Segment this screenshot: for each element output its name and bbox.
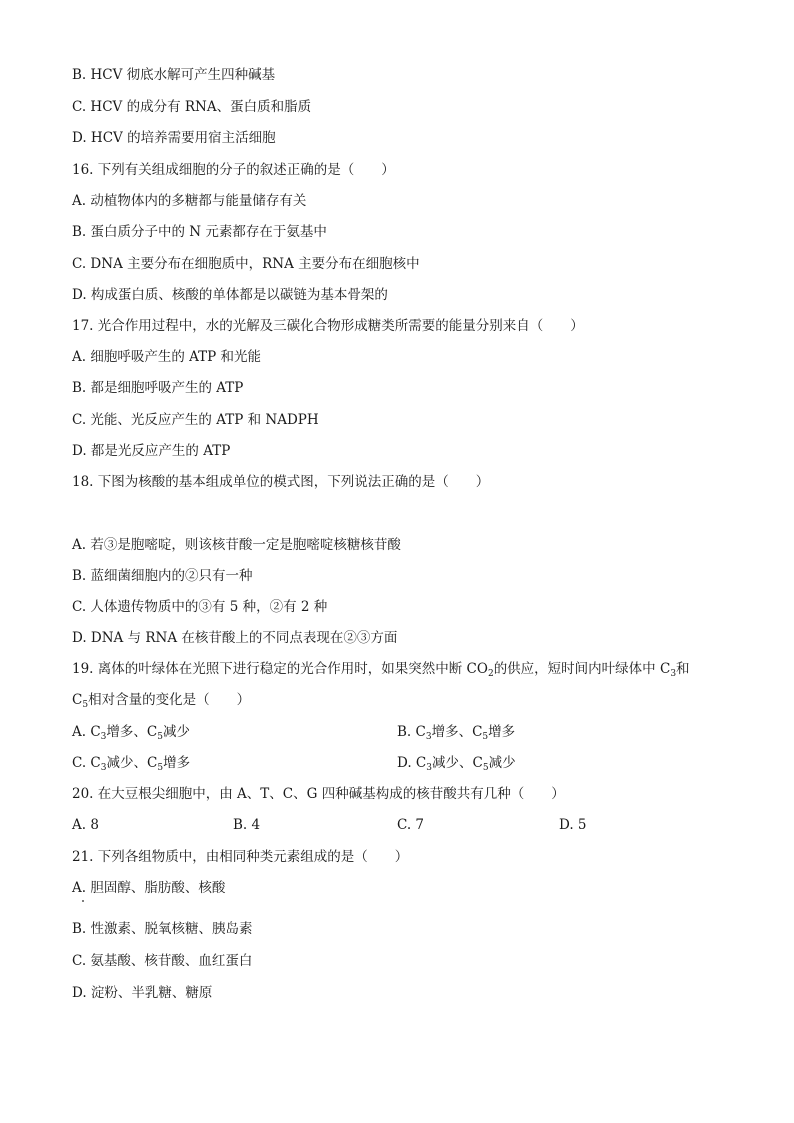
question-16: 16. 下列有关组成细胞的分子的叙述正确的是（ ） — [72, 162, 395, 178]
option-19b: B. $C_3$增多、$C_5$增多 — [397, 724, 516, 742]
option-19c: C. $C_3$减少、$C_5$增多 — [72, 755, 191, 773]
option-21a: A. 胆固醇、脂肪酸、核酸 — [72, 880, 226, 896]
option-16c: C. DNA 主要分布在细胞质中，RNA 主要分布在细胞核中 — [72, 256, 420, 272]
question-19-line2: $C_5$相对含量的变化是（ ） — [72, 692, 251, 710]
question-17: 17. 光合作用过程中，水的光解及三碳化合物形成糖类所需要的能量分别来自（ ） — [72, 318, 584, 334]
option-18b: B. 蓝细菌细胞内的②只有一种 — [72, 568, 253, 584]
option-20a: A. 8 — [72, 817, 99, 833]
option-19a: A. $C_3$增多、$C_5$减少 — [72, 724, 190, 742]
question-21: 21. 下列各组物质中，由相同种类元素组成的是（ ） — [72, 849, 409, 865]
option-20d: D. 5 — [559, 817, 587, 833]
option-20b: B. 4 — [233, 817, 261, 833]
option-21b: B. 性激素、脱氧核糖、胰岛素 — [72, 921, 253, 937]
option-16a: A. 动植物体内的多糖都与能量储存有关 — [72, 193, 307, 209]
option-18c: C. 人体遗传物质中的③有 5 种，②有 2 种 — [72, 599, 328, 615]
option-17b: B. 都是细胞呼吸产生的 ATP — [72, 380, 244, 396]
option-19d: D. $C_3$减少、$C_5$减少 — [397, 755, 516, 773]
question-18: 18. 下图为核酸的基本组成单位的模式图，下列说法正确的是（ ） — [72, 474, 490, 490]
option-17d: D. 都是光反应产生的 ATP — [72, 443, 231, 459]
option-16b: B. 蛋白质分子中的 N 元素都存在于氨基中 — [72, 224, 327, 240]
option-20c: C. 7 — [397, 817, 425, 833]
option-15c: C. HCV 的成分有 RNA、蛋白质和脂质 — [72, 99, 312, 115]
option-18d: D. DNA 与 RNA 在核苷酸上的不同点表现在②③方面 — [72, 630, 398, 646]
option-16d: D. 构成蛋白质、核酸的单体都是以碳链为基本骨架的 — [72, 287, 388, 303]
option-18a: A. 若③是胞嘧啶，则该核苷酸一定是胞嘧啶核糖核苷酸 — [72, 537, 401, 553]
option-21c: C. 氨基酸、核苷酸、血红蛋白 — [72, 953, 253, 969]
option-15d: D. HCV 的培养需要用宿主活细胞 — [72, 130, 276, 146]
stray-dot — [82, 900, 84, 902]
option-15b: B. HCV 彻底水解可产生四种碱基 — [72, 67, 276, 83]
question-20: 20. 在大豆根尖细胞中，由 A、T、C、G 四种碱基构成的核苷酸共有几种（ ） — [72, 786, 565, 802]
question-19: 19. 离体的叶绿体在光照下进行稳定的光合作用时，如果突然中断 $CO_2$的供应，短时间内叶绿体中 $C_3$和 — [72, 661, 690, 679]
option-17a: A. 细胞呼吸产生的 ATP 和光能 — [72, 349, 262, 365]
option-17c: C. 光能、光反应产生的 ATP 和 NADPH — [72, 412, 319, 428]
option-21d: D. 淀粉、半乳糖、糖原 — [72, 985, 213, 1001]
